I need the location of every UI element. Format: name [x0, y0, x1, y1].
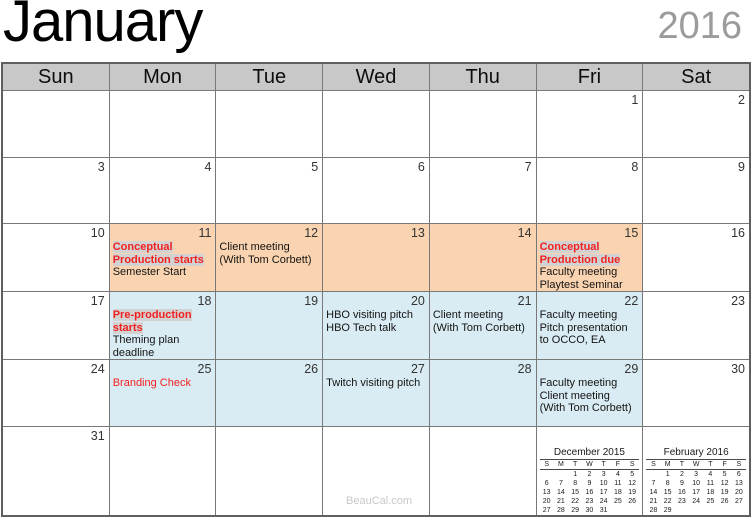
- day-cell-8[interactable]: [537, 158, 643, 224]
- day-cell-empty[interactable]: [430, 91, 536, 157]
- day-number: 9: [738, 159, 745, 174]
- day-cell-5[interactable]: [216, 158, 322, 224]
- day-number: [430, 427, 536, 444]
- day-cell-30[interactable]: [643, 360, 749, 426]
- mini-weekday-header: T: [675, 459, 689, 470]
- day-number: 26: [304, 362, 319, 377]
- mini-weekday-header: F: [718, 459, 732, 470]
- day-number: 30: [731, 362, 745, 377]
- event-list: [537, 241, 643, 291]
- day-number: 7: [524, 159, 532, 174]
- mini-day-empty: [718, 506, 732, 515]
- mini-day-21: 21: [557, 497, 565, 505]
- mini-day-16: 16: [585, 488, 594, 496]
- day-number: 28: [517, 362, 532, 377]
- mini-day-3: 3: [601, 470, 606, 478]
- event-list: [110, 309, 216, 359]
- mini-calendar-next-month: [646, 447, 746, 515]
- event-text: Branding Check: [112, 377, 191, 390]
- day-number: [643, 427, 749, 444]
- mini-weekday-header: T: [568, 459, 582, 470]
- event-list: [110, 241, 216, 279]
- mini-day-11: 11: [614, 479, 622, 487]
- mini-weekday-header: T: [703, 459, 717, 470]
- mini-day-4: 4: [615, 470, 620, 478]
- mini-calendar-title: February 2016: [663, 446, 729, 458]
- day-number: 3: [97, 159, 105, 174]
- event-text: HBO Tech talk: [326, 321, 397, 334]
- day-cell-empty[interactable]: [537, 427, 643, 515]
- day-cell-16[interactable]: [643, 224, 749, 291]
- day-number: 6: [417, 159, 425, 174]
- mini-day-26: 26: [720, 497, 729, 505]
- calendar-grid: [1, 62, 751, 517]
- event: [110, 266, 216, 279]
- day-number: [323, 427, 429, 444]
- day-number: 14: [517, 226, 532, 241]
- event: [537, 279, 643, 292]
- mini-day-15: 15: [571, 488, 580, 496]
- event: [110, 377, 216, 390]
- day-number: 24: [90, 362, 105, 377]
- mini-weekday-header: S: [732, 459, 746, 470]
- mini-day-2: 2: [679, 470, 684, 478]
- day-number: 18: [197, 294, 212, 309]
- event-text: Twitch visiting pitch: [326, 377, 421, 390]
- weekday-header-tue: Tue: [216, 64, 322, 90]
- day-number: 15: [624, 226, 639, 241]
- weekday-header-mon: Mon: [110, 64, 216, 90]
- day-cell-22[interactable]: [537, 292, 643, 359]
- day-cell-21[interactable]: [430, 292, 536, 359]
- event-list: [537, 377, 643, 415]
- event: [537, 390, 643, 415]
- day-cell-empty[interactable]: [110, 427, 216, 515]
- day-number: 20: [410, 294, 425, 309]
- milestone-event: [110, 241, 216, 266]
- day-number: 25: [197, 362, 212, 377]
- day-cell-4[interactable]: [110, 158, 216, 224]
- mini-day-empty: [732, 506, 746, 515]
- day-cell-15[interactable]: [537, 224, 643, 291]
- event: [323, 322, 429, 335]
- day-number: 1: [631, 93, 639, 107]
- mini-day-empty: [675, 506, 689, 515]
- mini-day-24: 24: [692, 497, 701, 505]
- mini-day-23: 23: [585, 497, 594, 505]
- mini-day-15: 15: [663, 488, 672, 496]
- mini-day-empty: [703, 506, 717, 515]
- day-number: [430, 91, 536, 108]
- day-cell-9[interactable]: [643, 158, 749, 224]
- weekday-header-sun: Sun: [3, 64, 109, 90]
- event-text: Pre-production starts: [112, 309, 192, 334]
- day-number: 13: [410, 226, 425, 241]
- day-number: [537, 427, 643, 444]
- mini-day-11: 11: [706, 479, 715, 487]
- mini-day-23: 23: [677, 497, 686, 505]
- mini-day-10: 10: [599, 479, 608, 487]
- mini-day-6: 6: [736, 470, 741, 478]
- day-number: 4: [204, 159, 212, 174]
- day-number: 11: [198, 226, 212, 241]
- day-cell-2[interactable]: [643, 91, 749, 157]
- event: [216, 241, 322, 266]
- event-list: [110, 377, 216, 390]
- day-cell-26[interactable]: [216, 360, 322, 426]
- mini-weekday-header: T: [597, 459, 611, 470]
- weekday-header-thu: Thu: [430, 64, 536, 90]
- event-text: Faculty meeting: [539, 266, 618, 279]
- mini-day-empty: [689, 506, 703, 515]
- event: [110, 334, 216, 359]
- event: [323, 377, 429, 390]
- day-cell-empty[interactable]: [216, 427, 322, 515]
- mini-day-6: 6: [544, 479, 549, 487]
- day-number: 29: [624, 362, 639, 377]
- mini-day-29: 29: [663, 506, 672, 514]
- mini-day-22: 22: [571, 497, 580, 505]
- event: [323, 309, 429, 322]
- event-text: Semester Start: [112, 266, 187, 279]
- event-text: Faculty meeting: [539, 377, 618, 390]
- mini-weekday-header: S: [646, 459, 660, 470]
- day-cell-6[interactable]: [323, 158, 429, 224]
- mini-day-13: 13: [542, 488, 551, 496]
- mini-day-24: 24: [599, 497, 608, 505]
- mini-day-22: 22: [663, 497, 672, 505]
- mini-calendar-prev-month: [540, 447, 640, 515]
- mini-day-empty: [611, 506, 625, 515]
- day-cell-17[interactable]: [3, 292, 109, 359]
- weekday-header-wed: Wed: [323, 64, 429, 90]
- mini-day-4: 4: [708, 470, 713, 478]
- mini-day-28: 28: [649, 506, 658, 514]
- mini-day-20: 20: [542, 497, 551, 505]
- day-cell-24[interactable]: [3, 360, 109, 426]
- day-cell-28[interactable]: [430, 360, 536, 426]
- mini-day-19: 19: [720, 488, 729, 496]
- event-text: HBO visiting pitch: [326, 309, 413, 322]
- mini-calendar-grid: [540, 459, 640, 515]
- mini-weekday-header: W: [689, 459, 703, 470]
- event-text: Client meeting (With Tom Corbett): [432, 309, 525, 334]
- day-number: [110, 91, 216, 108]
- day-cell-27[interactable]: [323, 360, 429, 426]
- mini-day-9: 9: [679, 479, 684, 487]
- mini-day-19: 19: [628, 488, 637, 496]
- event-list: [537, 309, 643, 347]
- day-cell-empty[interactable]: [216, 91, 322, 157]
- mini-day-7: 7: [558, 479, 563, 487]
- event-text: Conceptual Production starts: [112, 241, 204, 266]
- day-number: [216, 427, 322, 444]
- mini-day-17: 17: [599, 488, 608, 496]
- mini-day-1: 1: [573, 470, 578, 478]
- day-number: 10: [90, 226, 105, 241]
- day-number: 5: [311, 159, 319, 174]
- day-number: 17: [90, 294, 105, 309]
- mini-day-1: 1: [665, 470, 670, 478]
- day-number: 27: [410, 362, 425, 377]
- mini-day-30: 30: [585, 506, 594, 514]
- event-text: Playtest Seminar: [539, 278, 623, 291]
- event-text: Client meeting (With Tom Corbett): [219, 241, 312, 266]
- day-number: [216, 91, 322, 108]
- day-cell-31[interactable]: [3, 427, 109, 515]
- mini-day-empty: [646, 470, 660, 479]
- mini-day-21: 21: [649, 497, 658, 505]
- mini-day-17: 17: [692, 488, 701, 496]
- day-number: [323, 91, 429, 108]
- mini-day-14: 14: [649, 488, 658, 496]
- day-cell-23[interactable]: [643, 292, 749, 359]
- event: [537, 377, 643, 390]
- day-number: 23: [731, 294, 745, 309]
- mini-day-8: 8: [573, 479, 578, 487]
- day-number: [3, 91, 109, 108]
- day-cell-13[interactable]: [323, 224, 429, 291]
- mini-day-empty: [540, 470, 554, 479]
- event: [537, 266, 643, 279]
- mini-weekday-header: M: [661, 459, 675, 470]
- day-number: 16: [731, 226, 745, 241]
- mini-day-9: 9: [587, 479, 592, 487]
- mini-day-28: 28: [557, 506, 565, 514]
- day-number: 31: [90, 428, 105, 443]
- mini-day-25: 25: [706, 497, 715, 505]
- day-number: 21: [517, 294, 532, 309]
- watermark: BeauCal.com: [346, 495, 413, 507]
- day-cell-empty[interactable]: [323, 91, 429, 157]
- mini-day-18: 18: [614, 488, 622, 496]
- day-cell-empty[interactable]: [110, 91, 216, 157]
- mini-weekday-header: M: [554, 459, 568, 470]
- day-cell-empty[interactable]: [430, 427, 536, 515]
- event-list: [216, 241, 322, 266]
- mini-day-5: 5: [630, 470, 635, 478]
- mini-day-7: 7: [651, 479, 656, 487]
- day-number: 2: [738, 93, 745, 107]
- event-list: [430, 309, 536, 334]
- mini-weekday-header: W: [582, 459, 596, 470]
- day-cell-12[interactable]: [216, 224, 322, 291]
- mini-day-16: 16: [677, 488, 686, 496]
- event: [537, 309, 643, 322]
- mini-day-25: 25: [614, 497, 622, 505]
- day-number: [110, 427, 216, 444]
- day-number: 19: [304, 294, 319, 309]
- mini-weekday-header: F: [611, 459, 625, 470]
- day-number: 8: [631, 159, 639, 174]
- mini-day-26: 26: [628, 497, 637, 505]
- day-cell-1[interactable]: [537, 91, 643, 157]
- day-cell-11[interactable]: [110, 224, 216, 291]
- mini-day-5: 5: [722, 470, 727, 478]
- mini-calendar-title: December 2015: [553, 446, 625, 458]
- event: [537, 322, 643, 347]
- weekday-header-sat: Sat: [643, 64, 749, 90]
- mini-day-29: 29: [571, 506, 580, 514]
- weekday-header-fri: Fri: [537, 64, 643, 90]
- day-cell-10[interactable]: [3, 224, 109, 291]
- day-cell-18[interactable]: [110, 292, 216, 359]
- mini-weekday-header: S: [540, 459, 554, 470]
- event-text: Faculty meeting: [539, 309, 618, 322]
- mini-day-12: 12: [720, 479, 729, 487]
- mini-day-14: 14: [557, 488, 565, 496]
- day-number: 22: [624, 294, 639, 309]
- mini-day-12: 12: [628, 479, 637, 487]
- event-text: Conceptual Production due: [539, 241, 621, 266]
- mini-calendar-grid: [646, 459, 746, 515]
- day-cell-20[interactable]: [323, 292, 429, 359]
- day-cell-19[interactable]: [216, 292, 322, 359]
- mini-day-20: 20: [734, 488, 743, 496]
- mini-day-3: 3: [694, 470, 699, 478]
- event-list: [323, 377, 429, 390]
- milestone-event: [110, 309, 216, 334]
- event-text: Pitch presentation to OCCO, EA: [539, 321, 628, 347]
- day-cell-29[interactable]: [537, 360, 643, 426]
- mini-day-empty: [554, 470, 568, 479]
- day-cell-empty[interactable]: [643, 427, 749, 515]
- mini-day-13: 13: [734, 479, 743, 487]
- day-cell-14[interactable]: [430, 224, 536, 291]
- mini-day-2: 2: [587, 470, 592, 478]
- milestone-event: [537, 241, 643, 266]
- mini-day-10: 10: [692, 479, 701, 487]
- event-text: Client meeting (With Tom Corbett): [539, 389, 632, 415]
- day-number: 12: [304, 226, 319, 241]
- day-cell-3[interactable]: [3, 158, 109, 224]
- event-text: Theming plan deadline: [112, 334, 180, 359]
- day-cell-25[interactable]: [110, 360, 216, 426]
- mini-day-8: 8: [665, 479, 670, 487]
- mini-weekday-header: S: [625, 459, 639, 470]
- mini-day-31: 31: [599, 506, 608, 514]
- month-title: January: [3, 0, 203, 54]
- event-list: [323, 309, 429, 334]
- event: [430, 309, 536, 334]
- mini-day-empty: [625, 506, 639, 515]
- day-cell-empty[interactable]: [3, 91, 109, 157]
- year-title: 2016: [657, 5, 742, 47]
- mini-day-27: 27: [734, 497, 743, 505]
- mini-day-18: 18: [706, 488, 715, 496]
- day-cell-7[interactable]: [430, 158, 536, 224]
- mini-day-27: 27: [542, 506, 551, 514]
